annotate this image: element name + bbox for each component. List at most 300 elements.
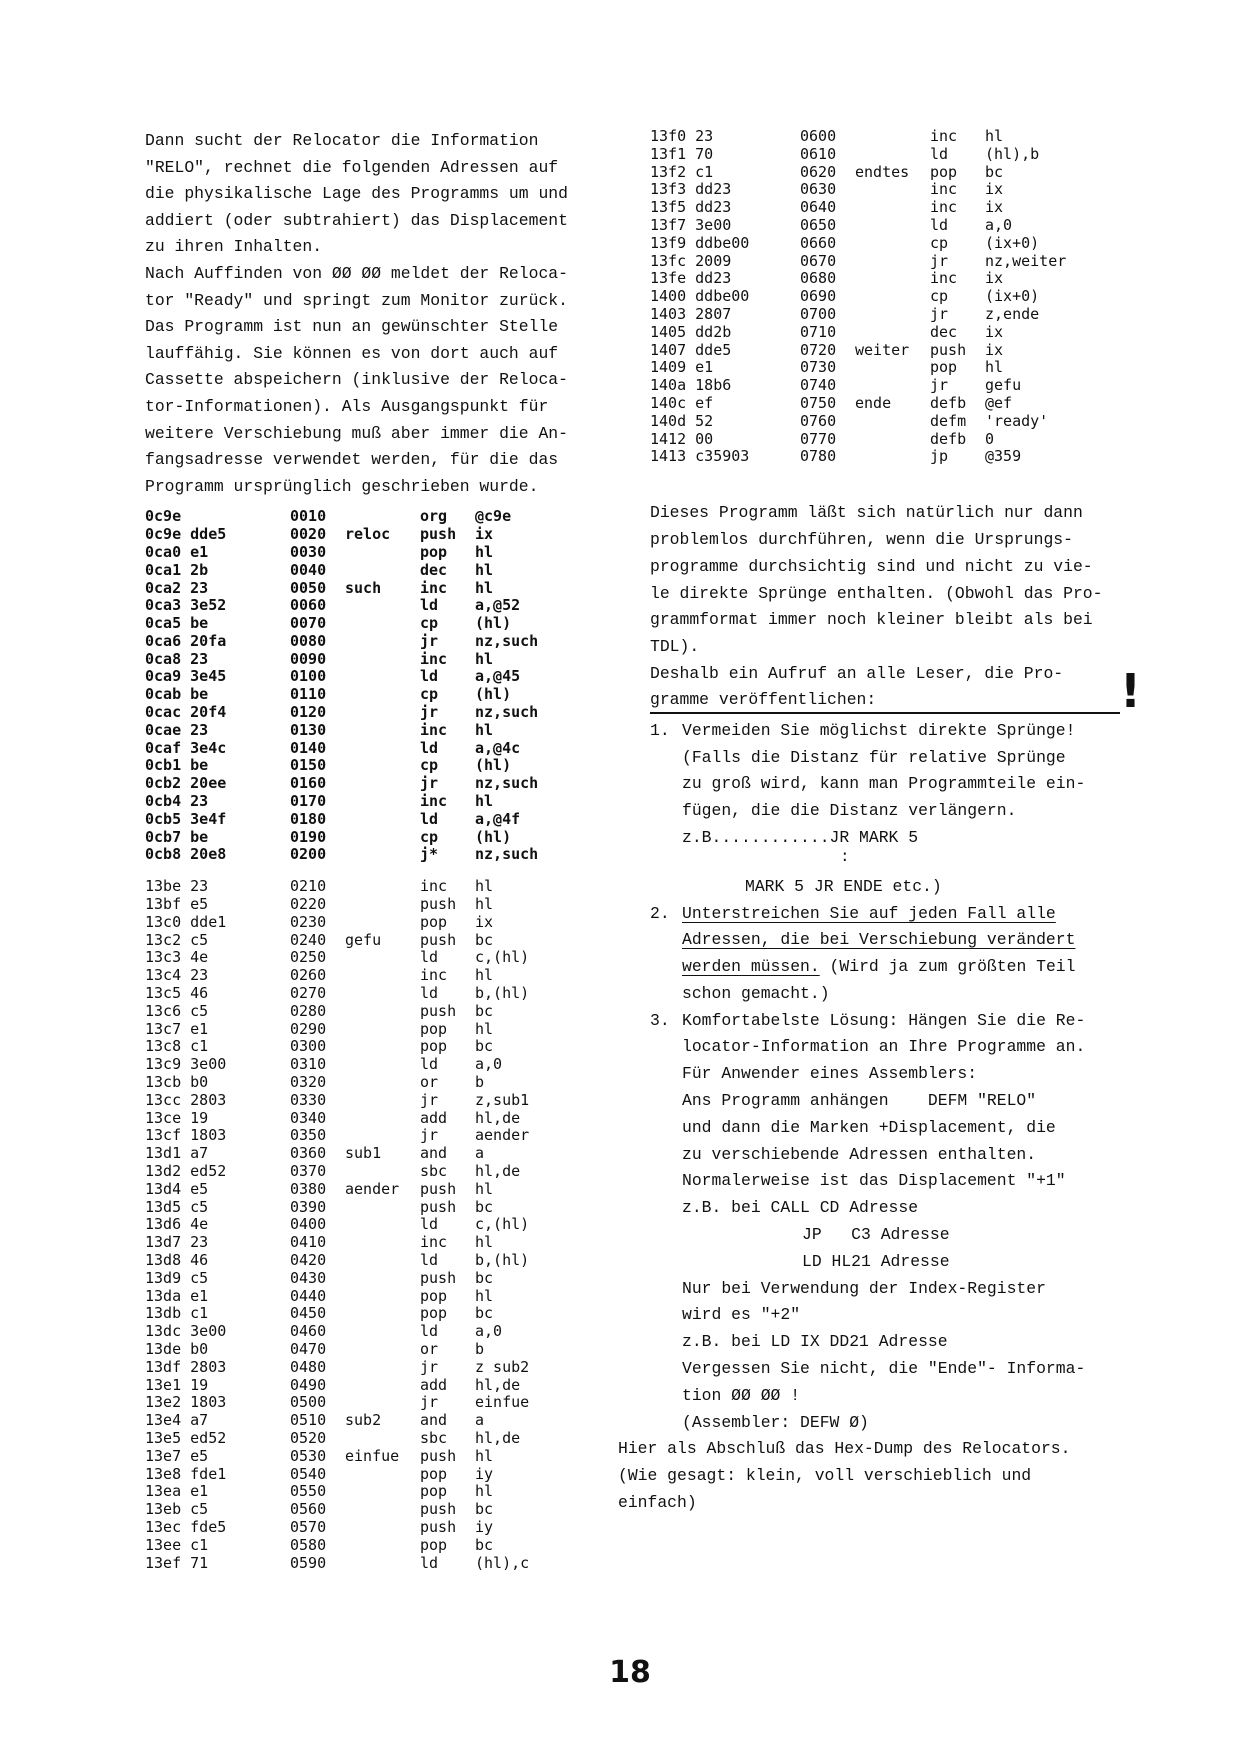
mnemonic: cp	[930, 287, 949, 306]
operand: hl,de	[475, 1428, 521, 1447]
operand: hl	[475, 1179, 494, 1198]
list-item-2-body	[682, 901, 1150, 1008]
operand: (hl)	[475, 685, 512, 704]
list-item-3-body	[682, 1008, 1150, 1437]
address: 13be 23	[145, 877, 209, 896]
mnemonic: defm	[930, 411, 967, 430]
label	[345, 985, 420, 1003]
right-column	[618, 127, 1150, 1517]
mnemonic: dec	[930, 322, 958, 341]
line-number: 0500	[290, 1393, 327, 1412]
listing-row	[650, 413, 1150, 431]
listing-row	[650, 359, 1150, 377]
address: 13e8 fde1	[145, 1464, 227, 1483]
mnemonic: cp	[420, 756, 439, 775]
operand: bc	[475, 1500, 494, 1519]
operand: ix	[475, 912, 494, 931]
label: gefu	[345, 930, 382, 949]
label	[345, 1092, 420, 1110]
operand: b,(hl)	[475, 984, 530, 1003]
address: 13f5 dd23	[650, 198, 732, 217]
line-number: 0490	[290, 1375, 327, 1394]
mnemonic: ld	[930, 215, 949, 234]
listing-row	[145, 651, 615, 669]
text-line: programme durchsichtig sind und nicht zu vie-	[650, 556, 1093, 576]
listing-row	[145, 686, 615, 704]
listing-row	[145, 544, 615, 562]
listing-row	[650, 128, 1150, 146]
mnemonic: jr	[420, 1090, 439, 1109]
mnemonic: and	[420, 1411, 448, 1430]
line-number: 0620	[800, 162, 837, 181]
line-number: 0330	[290, 1090, 327, 1109]
label	[345, 949, 420, 967]
address: 0cab be	[145, 685, 209, 704]
line-number: 0690	[800, 287, 837, 306]
operand: bc	[475, 1001, 494, 1020]
operand: hl,de	[475, 1162, 521, 1180]
mnemonic: inc	[420, 877, 448, 896]
address: 13db c1	[145, 1304, 209, 1323]
operand: b	[475, 1073, 485, 1092]
text-line: Normalerweise ist das Displacement "+1"	[682, 1171, 1066, 1191]
operand: a,0	[985, 215, 1013, 234]
text-line: die physikalische Lage des Programms um und	[145, 184, 568, 204]
address: 13c3 4e	[145, 948, 209, 967]
listing-row	[145, 985, 615, 1003]
list-item-2-note: (Wird ja zum größten Teil	[819, 957, 1076, 977]
label: endtes	[855, 162, 910, 181]
code-listing-gefu	[145, 878, 615, 1572]
mnemonic: ld	[420, 1250, 439, 1269]
address: 0ca9 3e45	[145, 667, 227, 686]
address: 13d7 23	[145, 1233, 209, 1252]
line-number: 0700	[800, 304, 837, 323]
address: 13f9 ddbe00	[650, 233, 750, 252]
listing-row	[145, 1074, 615, 1092]
operand: nz,such	[475, 774, 539, 793]
notes-text	[618, 500, 1150, 1517]
operand: (hl)	[475, 614, 512, 633]
listing-row	[145, 1092, 615, 1110]
listing-row	[145, 793, 615, 811]
list-item-3	[650, 1008, 1150, 1437]
line-number: 0560	[290, 1500, 327, 1519]
address: 0cb7 be	[145, 827, 209, 846]
listing-row	[145, 914, 615, 932]
listing-row	[145, 775, 615, 793]
listing-row	[145, 668, 615, 686]
operand: iy	[475, 1464, 494, 1483]
listing-row	[145, 1341, 615, 1359]
listing-row	[145, 1199, 615, 1217]
label	[855, 377, 930, 395]
address: 13ec fde5	[145, 1517, 227, 1536]
appeal-line-1: Deshalb ein Aufruf an alle Leser, die Pro-	[650, 663, 1064, 683]
label	[345, 878, 420, 896]
listing-row	[145, 1127, 615, 1145]
vertical-dots: :	[840, 847, 850, 866]
text-line: Für Anwender eines Assemblers:	[682, 1064, 978, 1084]
address: 140a 18b6	[650, 376, 732, 395]
mnemonic: defb	[930, 393, 967, 412]
line-number: 0080	[290, 631, 327, 650]
line-number: 0010	[290, 507, 327, 526]
line-number: 0360	[290, 1144, 327, 1163]
line-number: 0380	[290, 1179, 327, 1198]
listing-row	[650, 306, 1150, 324]
mnemonic: pop	[420, 1286, 448, 1305]
operand: a,@4f	[475, 809, 521, 828]
text-line: (Wie gesagt: klein, voll verschieblich und	[618, 1466, 1032, 1486]
label	[345, 1199, 420, 1217]
label	[345, 1359, 420, 1377]
address: 1412 00	[650, 429, 714, 448]
listing-row	[145, 1021, 615, 1039]
label	[855, 448, 930, 466]
address: 13d8 46	[145, 1250, 209, 1269]
operand: a,@45	[475, 667, 521, 686]
address: 140c ef	[650, 393, 714, 412]
operand: einfue	[475, 1393, 530, 1412]
listing-row	[145, 878, 615, 896]
address: 13f1 70	[650, 144, 714, 163]
mnemonic: push	[420, 1001, 457, 1020]
operand: 0	[985, 429, 995, 448]
label	[345, 686, 420, 704]
address: 13d6 4e	[145, 1215, 209, 1234]
mnemonic: ld	[420, 1322, 439, 1341]
text-line: z.B............JR MARK 5	[682, 827, 919, 847]
listing-row	[145, 562, 615, 580]
listing-row	[145, 740, 615, 758]
line-number: 0130	[290, 720, 327, 739]
label	[345, 1341, 420, 1359]
label: such	[345, 578, 382, 597]
listing-row	[145, 1216, 615, 1234]
mnemonic: pop	[420, 1304, 448, 1323]
address: 0cac 20f4	[145, 703, 227, 722]
label	[345, 1127, 420, 1145]
label: sub1	[345, 1144, 382, 1163]
label	[345, 1555, 420, 1573]
text-line: (Assembler: DEFW Ø)	[682, 1412, 869, 1432]
text-line: (Falls die Distanz für relative Sprünge	[682, 747, 1066, 767]
label	[345, 1323, 420, 1341]
line-number: 0510	[290, 1411, 327, 1430]
listing-row	[145, 1288, 615, 1306]
mnemonic: jr	[420, 1393, 439, 1412]
listing-row	[145, 1323, 615, 1341]
listing-row	[650, 324, 1150, 342]
address: 13cc 2803	[145, 1090, 227, 1109]
listing-row	[145, 1163, 615, 1181]
label: sub2	[345, 1411, 382, 1430]
listing-row	[145, 1252, 615, 1270]
mnemonic: pop	[930, 358, 958, 377]
address: 13c5 46	[145, 984, 209, 1003]
label	[855, 324, 930, 342]
operand: iy	[475, 1517, 494, 1536]
listing-row	[145, 526, 615, 544]
address: 13dc 3e00	[145, 1322, 227, 1341]
line-number: 0340	[290, 1108, 327, 1127]
label	[345, 722, 420, 740]
label	[345, 633, 420, 651]
label	[345, 1377, 420, 1395]
line-number: 0520	[290, 1428, 327, 1447]
label	[345, 1110, 420, 1128]
operand: hl	[475, 966, 494, 985]
address: 13f0 23	[650, 127, 714, 145]
text-line: z.B. bei CALL CD Adresse	[682, 1198, 919, 1218]
listing-row	[650, 199, 1150, 217]
address: 0ca8 23	[145, 649, 209, 668]
label	[345, 914, 420, 932]
address: 13f7 3e00	[650, 215, 732, 234]
address: 13ef 71	[145, 1553, 209, 1572]
list-number-2: 2.	[650, 903, 670, 923]
line-number: 0180	[290, 809, 327, 828]
text-line: Hier als Abschluß das Hex-Dump des Relocators.	[618, 1439, 1071, 1459]
list-item-3-more	[682, 1276, 1150, 1437]
operand: hl,de	[475, 1375, 521, 1394]
mnemonic: ld	[420, 1553, 439, 1572]
text-line: tion ØØ ØØ !	[682, 1385, 801, 1405]
address: 0ca2 23	[145, 578, 209, 597]
mnemonic: or	[420, 1073, 439, 1092]
address: 13cb b0	[145, 1073, 209, 1092]
text-line: le direkte Sprünge enthalten. (Obwohl das Pro-	[650, 583, 1103, 603]
line-number: 0190	[290, 827, 327, 846]
address: 0cb1 be	[145, 756, 209, 775]
listing-row	[145, 1305, 615, 1323]
listing-row	[145, 757, 615, 775]
listing-row	[650, 377, 1150, 395]
listing-row	[145, 1145, 615, 1163]
line-number: 0630	[800, 180, 837, 199]
mnemonic: inc	[420, 720, 448, 739]
label	[345, 1305, 420, 1323]
listing-row	[145, 580, 615, 598]
label	[855, 199, 930, 217]
address: 13de b0	[145, 1339, 209, 1358]
line-number: 0570	[290, 1517, 327, 1536]
label	[345, 651, 420, 669]
mnemonic: cp	[420, 614, 439, 633]
code-listing-reloc	[145, 508, 615, 864]
line-number: 0260	[290, 966, 327, 985]
address: 1405 dd2b	[650, 322, 732, 341]
line-number: 0640	[800, 198, 837, 217]
listing-row	[145, 1056, 615, 1074]
text-line: Programm ursprünglich geschrieben wurde.	[145, 476, 539, 496]
text-line: Vermeiden Sie möglichst direkte Sprünge!	[682, 720, 1076, 740]
operand: z,sub1	[475, 1090, 530, 1109]
address: 140d 52	[650, 411, 714, 430]
mnemonic: inc	[420, 578, 448, 597]
line-number: 0210	[290, 877, 327, 896]
line-number: 0040	[290, 560, 327, 579]
operand: b,(hl)	[475, 1250, 530, 1269]
label: ende	[855, 393, 892, 412]
address: 13ee c1	[145, 1535, 209, 1554]
mnemonic: push	[420, 1500, 457, 1519]
mnemonic: j*	[420, 845, 439, 864]
listing-row	[650, 235, 1150, 253]
address: 13e4 a7	[145, 1411, 209, 1430]
operand: ix	[985, 180, 1004, 199]
label	[345, 967, 420, 985]
intro-paragraph	[145, 128, 615, 500]
mnemonic: ld	[420, 1055, 439, 1074]
line-number: 0170	[290, 792, 327, 811]
listing-row	[650, 146, 1150, 164]
label: weiter	[855, 340, 910, 359]
line-number: 0600	[800, 127, 837, 145]
text-line: Nur bei Verwendung der Index-Register	[682, 1278, 1046, 1298]
code-line: LD HL21 Adresse	[802, 1251, 950, 1271]
address: 13c2 c5	[145, 930, 209, 949]
operand: bc	[475, 1304, 494, 1323]
operand: hl	[475, 560, 494, 579]
address: 13e1 19	[145, 1375, 209, 1394]
line-number: 0750	[800, 393, 837, 412]
operand: z sub2	[475, 1357, 530, 1376]
operand: bc	[475, 1037, 494, 1056]
operand: @359	[985, 447, 1022, 466]
line-number: 0350	[290, 1126, 327, 1145]
label	[345, 811, 420, 829]
appeal-line-2: gramme veröffentlichen:	[650, 689, 877, 709]
operand: nz,such	[475, 631, 539, 650]
label	[855, 181, 930, 199]
listing-row	[145, 932, 615, 950]
listing-row	[145, 1483, 615, 1501]
label	[345, 1252, 420, 1270]
mnemonic: jr	[420, 1357, 439, 1376]
address: 13c7 e1	[145, 1019, 209, 1038]
mnemonic: jr	[930, 251, 949, 270]
closing-paragraph	[618, 1436, 1150, 1516]
operand: hl	[475, 792, 494, 811]
operand: nz,such	[475, 845, 539, 864]
label	[345, 829, 420, 847]
mnemonic: push	[420, 1197, 457, 1216]
line-number: 0730	[800, 358, 837, 377]
listing-row	[145, 896, 615, 914]
line-number: 0370	[290, 1162, 327, 1180]
mnemonic: cp	[930, 233, 949, 252]
mnemonic: push	[420, 525, 457, 544]
operand: (ix+0)	[985, 287, 1040, 306]
mnemonic: jr	[420, 774, 439, 793]
list-item-1-body	[682, 718, 1150, 852]
text-line: grammformat immer noch kleiner bleibt als bei	[650, 610, 1093, 630]
listing-row	[650, 431, 1150, 449]
mnemonic: ld	[420, 596, 439, 615]
listing-row	[650, 217, 1150, 235]
mnemonic: inc	[420, 649, 448, 668]
remarks-paragraph	[650, 500, 1150, 661]
mnemonic: ld	[420, 948, 439, 967]
mnemonic: pop	[420, 1037, 448, 1056]
listing-row	[650, 270, 1150, 288]
address: 0ca3 3e52	[145, 596, 227, 615]
line-number: 0450	[290, 1304, 327, 1323]
listing-row	[145, 1003, 615, 1021]
address: 13d9 c5	[145, 1268, 209, 1287]
list-item-2-line-4: schon gemacht.)	[682, 983, 830, 1003]
mnemonic: jp	[930, 447, 949, 466]
operand: hl	[475, 877, 494, 896]
text-line: weitere Verschiebung muß aber immer die An-	[145, 423, 568, 443]
operand: a,0	[475, 1322, 503, 1341]
label	[855, 359, 930, 377]
listing-row	[145, 1377, 615, 1395]
line-number: 0530	[290, 1446, 327, 1465]
operand: hl	[985, 127, 1004, 145]
line-number: 0480	[290, 1357, 327, 1376]
text-line: addiert (oder subtrahiert) das Displacement	[145, 210, 568, 230]
text-line: Das Programm ist nun an gewünschter Stelle	[145, 317, 559, 337]
operand: c,(hl)	[475, 948, 530, 967]
mnemonic: org	[420, 507, 448, 526]
line-number: 0720	[800, 340, 837, 359]
line-number: 0410	[290, 1233, 327, 1252]
address: 0c9e	[145, 507, 191, 526]
address: 0ca5 be	[145, 614, 209, 633]
mnemonic: sbc	[420, 1428, 448, 1447]
line-number: 0020	[290, 525, 327, 544]
listing-row	[145, 1412, 615, 1430]
listing-row	[145, 1448, 615, 1466]
operand: ix	[985, 198, 1004, 217]
label	[345, 1519, 420, 1537]
mnemonic: push	[420, 1268, 457, 1287]
mnemonic: pop	[930, 162, 958, 181]
mnemonic: ld	[420, 809, 439, 828]
operand: 'ready'	[985, 411, 1049, 430]
address: 1413 c35903	[650, 447, 750, 466]
text-line: Cassette abspeichern (inklusive der Reloca-	[145, 370, 568, 390]
operand: hl	[475, 1286, 494, 1305]
label	[345, 704, 420, 722]
operand: nz,such	[475, 703, 539, 722]
label	[855, 128, 930, 146]
address: 13d4 e5	[145, 1179, 209, 1198]
text-line: tor "Ready" und springt zum Monitor zurück.	[145, 290, 568, 310]
text-line: Dann sucht der Relocator die Information	[145, 131, 539, 150]
text-line: und dann die Marken +Displacement, die	[682, 1117, 1056, 1137]
line-number: 0590	[290, 1553, 327, 1572]
line-number: 0120	[290, 703, 327, 722]
mnemonic: pop	[420, 1535, 448, 1554]
label	[345, 1270, 420, 1288]
line-number: 0580	[290, 1535, 327, 1554]
address: 0cb5 3e4f	[145, 809, 227, 828]
listing-row	[145, 1234, 615, 1252]
mnemonic: push	[420, 1517, 457, 1536]
line-number: 0420	[290, 1250, 327, 1269]
mnemonic: cp	[420, 827, 439, 846]
listing-row	[145, 829, 615, 847]
mnemonic: inc	[930, 198, 958, 217]
line-number: 0710	[800, 322, 837, 341]
listing-row	[145, 1466, 615, 1484]
address: 0cae 23	[145, 720, 209, 739]
mnemonic: pop	[420, 1464, 448, 1483]
